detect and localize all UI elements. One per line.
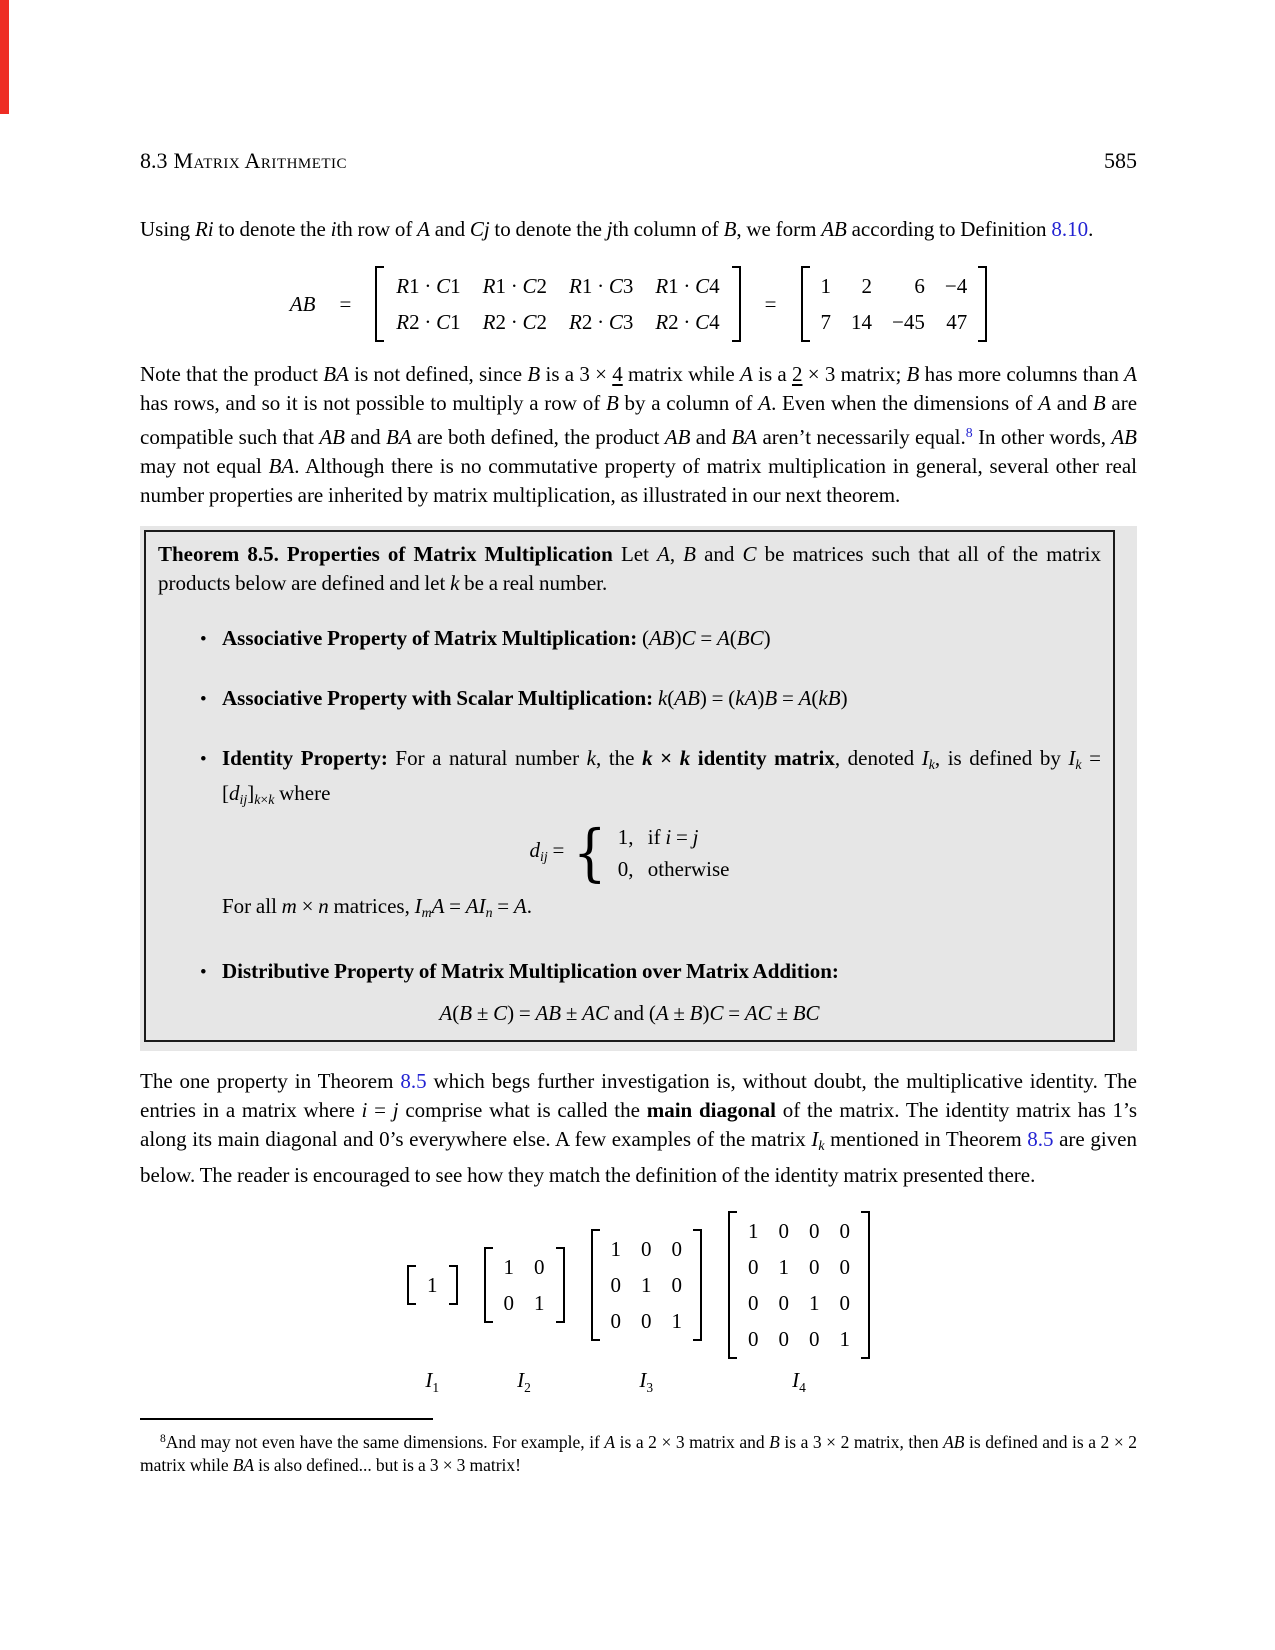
text-segment: B [723, 217, 737, 241]
text-segment: (A ± B)C = AC ± BC [648, 1001, 820, 1026]
text-segment: Distributive Property of Matrix Multiplication over Matrix Addition: [222, 959, 839, 984]
matrix-cell: −4 [944, 274, 968, 298]
text-segment: k × k [642, 745, 691, 770]
text-segment: I [811, 1127, 819, 1152]
product-equation [140, 266, 1137, 342]
text-segment: I [414, 894, 422, 919]
text-segment: of the matrix. The identity matrix has 1’s along its main diagonal and 0’s everywhere else. A few examples of the matrix [140, 1098, 1138, 1152]
matrix-cell: R1 · C2 [482, 274, 547, 298]
text-segment: k [928, 757, 935, 773]
text-segment: AB [943, 1431, 965, 1452]
text-segment: matrices, [328, 894, 415, 919]
identity-matrix-example [407, 1208, 458, 1402]
text-segment: BA [268, 453, 295, 478]
identity-matrix-label: $I_2$ [517, 1367, 531, 1395]
matrix-cell: 0 [778, 1326, 789, 1351]
bullet-icon [200, 957, 222, 987]
matrix-cell: 0 [809, 1218, 820, 1243]
matrix-cell: 0 [610, 1272, 621, 1297]
cases-lhs [530, 836, 565, 871]
text-segment: if [633, 825, 666, 850]
text-segment: m [421, 905, 432, 921]
matrix-cell: 0 [503, 1290, 514, 1315]
matrix-cell: R1 · C3 [568, 274, 634, 298]
identity-examples [140, 1208, 1137, 1402]
text-segment: th row of [336, 217, 418, 241]
footnote-text [140, 1428, 1137, 1477]
matrix-cell: 1 [427, 1272, 438, 1297]
matrix-cell: 0 [671, 1272, 682, 1297]
text-segment: , is defined by [934, 745, 1069, 770]
text-segment: . [1088, 217, 1094, 241]
text-segment: comprise what is called the [398, 1098, 647, 1123]
text-segment: j [392, 1098, 399, 1123]
text-segment: = [367, 1098, 393, 1123]
text-segment: according to Definition [846, 217, 1052, 241]
theorem-bullet-distributive [200, 957, 1101, 987]
text-segment: may not equal [140, 453, 269, 478]
text-segment: j [606, 217, 613, 241]
theorem-box-frame [144, 530, 1115, 1042]
text-segment: A [1038, 391, 1052, 415]
matrix-cell: 1 [748, 1218, 759, 1243]
text-segment: identity matrix [690, 745, 835, 770]
text-segment: main diagonal [646, 1098, 776, 1123]
text-segment: otherwise [633, 857, 730, 882]
matrix-cell: 14 [851, 310, 873, 334]
matrix-cell: 0 [809, 1254, 820, 1279]
text-segment: AB [289, 291, 316, 316]
text-segment: 8 [160, 1432, 166, 1445]
text-segment: n [485, 905, 493, 921]
cases-rows [618, 822, 730, 884]
matrix-cell: 2 [861, 274, 873, 298]
matrix-cell: 1 [671, 1308, 682, 1333]
text-segment: by a column of [618, 391, 759, 415]
text-segment: Theorem 8.5. Properties of Matrix Multiplication [158, 541, 613, 566]
text-segment: AB [821, 217, 847, 241]
text-segment: is a 3 × 2 matrix, then [779, 1431, 944, 1452]
text-segment: are both defined, the product [411, 424, 665, 449]
text-segment: A [604, 1431, 616, 1452]
text-segment: to denote the [489, 217, 607, 241]
symbolic-product-matrix [375, 266, 740, 342]
equals-sign: = [764, 291, 777, 316]
identity-matrix-label: $I_4$ [792, 1367, 806, 1395]
text-segment: Associative Property of Matrix Multiplication: [222, 625, 642, 650]
text-segment: k [586, 745, 596, 770]
text-segment: is a 2 × 3 matrix and [615, 1431, 770, 1452]
text-segment: j [692, 825, 699, 850]
text-segment: B [527, 362, 541, 386]
identity-matrix [728, 1211, 870, 1359]
text-segment: mentioned in Theorem [824, 1127, 1028, 1152]
identity-matrix-label: $I_3$ [639, 1367, 654, 1395]
text-segment: For a natural number [395, 745, 587, 770]
matrix-cell: R2 · C3 [568, 310, 634, 334]
text-segment: , the [596, 745, 643, 770]
text-segment: = [d [222, 745, 1101, 806]
text-segment: = [671, 825, 693, 850]
text-segment: Ri [194, 217, 214, 241]
matrix-cell: 1 [610, 1236, 621, 1261]
text-segment: be a real number. [459, 570, 608, 595]
text-segment: and [1051, 391, 1093, 415]
text-segment: And may not even have the same dimensions. For example, if [165, 1431, 605, 1452]
page-number: 585 [1104, 148, 1137, 173]
section-heading [140, 146, 347, 175]
matrix-cell: 47 [946, 310, 968, 334]
text-segment: Cj [469, 217, 490, 241]
text-segment: n [318, 894, 329, 919]
matrix-cell: 0 [641, 1308, 652, 1333]
matrix-cell: 0 [748, 1254, 759, 1279]
matrix-cell: 0 [610, 1308, 621, 1333]
text-segment: I [921, 745, 929, 770]
matrix-cell: R1 · C1 [396, 274, 461, 298]
identity-paragraph [140, 1067, 1137, 1189]
text-segment: has rows, and so it is not possible to multiply a row of [140, 391, 606, 415]
text-segment: 1, [617, 825, 634, 850]
text-segment: Let [612, 541, 658, 566]
text-segment: . [526, 894, 532, 919]
text-segment: be matrices such that all of the matrix products below are defined and let [158, 541, 1102, 595]
delta-definition-equation [158, 816, 1101, 890]
text-segment: For all [222, 894, 282, 919]
text-segment: d [529, 837, 541, 862]
text-segment: and [696, 541, 743, 566]
text-segment: th column of [612, 217, 724, 241]
identity-matrix-example [484, 1208, 565, 1402]
identity-matrix-label: $I_1$ [425, 1367, 440, 1395]
bullet-icon [200, 624, 222, 654]
theorem-statement [158, 540, 1101, 598]
left-brace-glyph: { [573, 816, 607, 890]
bullet-icon [200, 744, 222, 814]
text-segment: , denoted [834, 745, 922, 770]
footnote-area [140, 1418, 1137, 1477]
text-segment: is also defined... but is a 3 × 3 matrix! [254, 1454, 522, 1475]
text-segment: (AB)C = A(BC) [641, 625, 771, 650]
text-segment: . Even when the dimensions of [771, 391, 1039, 415]
text-segment: where [274, 781, 331, 806]
identity-matrix [484, 1247, 565, 1323]
text-segment: A [758, 391, 772, 415]
matrix-cell: 0 [778, 1290, 789, 1315]
bullet-icon [200, 684, 222, 714]
text-segment: k(AB) = (kA)B = A(kB) [657, 685, 848, 710]
matrix-cell: 0 [671, 1236, 682, 1261]
text-segment: are given below. The reader is encouraged to see how they match the definition of the identity matrix presented there. [140, 1127, 1137, 1187]
text-segment: A [657, 541, 670, 566]
matrix-cell: 6 [914, 274, 925, 298]
red-edge-marker [0, 0, 9, 114]
text-segment: , [669, 541, 684, 566]
footnote-rule [140, 1418, 433, 1420]
reference-link[interactable]: 8.5 [400, 1069, 427, 1094]
text-segment: Note that the product [140, 362, 324, 386]
text-segment: i [361, 1098, 368, 1123]
text-segment: = [547, 837, 565, 862]
text-segment: and [690, 424, 732, 449]
matrix-cell: 0 [839, 1218, 850, 1243]
matrix-cell: 0 [534, 1254, 545, 1279]
text-segment: Associative Property with Scalar Multiplication: [222, 685, 658, 710]
text-segment: and [345, 424, 387, 449]
text-segment: i [665, 825, 672, 850]
text-segment: 4 [612, 362, 623, 386]
text-segment: Using [140, 217, 195, 241]
identity-matrix-example [591, 1208, 703, 1402]
text-segment: is a [752, 362, 792, 386]
text-segment: ij [540, 848, 548, 864]
matrix-cell: −45 [892, 310, 925, 334]
text-segment: and [608, 1001, 649, 1026]
text-segment: 2 [791, 362, 803, 386]
section-title: Matrix Arithmetic [173, 148, 348, 173]
intro-paragraph [140, 215, 1137, 244]
matrix-cell: 1 [820, 274, 832, 298]
text-segment: m [281, 894, 297, 919]
reference-link[interactable]: 8.10 [1051, 217, 1089, 241]
identity-matrix [591, 1229, 703, 1341]
text-segment: which begs further investigation is, without doubt, the multiplicative identity. The entries in a matrix where [140, 1069, 1137, 1123]
text-segment: B [1092, 391, 1106, 415]
page-header [140, 146, 1137, 175]
text-segment: In other words, [972, 424, 1112, 449]
text-segment: BA [731, 424, 758, 449]
text-segment: A [740, 362, 753, 386]
identity-matrix-example [728, 1208, 870, 1402]
equation-lhs [290, 290, 316, 319]
theorem-box [140, 526, 1137, 1051]
text-segment: k [1075, 757, 1082, 773]
text-segment: k [450, 570, 460, 595]
reference-link[interactable]: 8.5 [1027, 1127, 1054, 1152]
note-paragraph [140, 360, 1137, 510]
matrix-cell: 1 [809, 1290, 820, 1315]
text-segment: × 3 matrix; [802, 362, 907, 386]
matrix-cell: R2 · C1 [396, 310, 461, 334]
matrix-cell: 1 [503, 1254, 514, 1279]
matrix-cell: R2 · C4 [655, 310, 720, 334]
text-segment: 0, [617, 857, 634, 882]
text-segment: has more columns than [919, 362, 1125, 386]
text-segment: AB [319, 424, 345, 449]
text-segment: matrix while [622, 362, 741, 386]
text-segment: C [742, 541, 757, 566]
text-segment: BA [323, 362, 349, 386]
text-segment: ij [239, 792, 248, 808]
text-segment: Identity Property: [222, 745, 396, 770]
matrix-cell: 0 [748, 1290, 759, 1315]
text-segment: i [330, 217, 337, 241]
text-segment: BA [232, 1454, 255, 1475]
identity-property-note [222, 892, 1101, 927]
text-segment: is a 3 × [540, 362, 613, 386]
text-segment: AB [1111, 424, 1137, 449]
identity-matrix [407, 1265, 458, 1305]
matrix-cell: 0 [839, 1290, 850, 1315]
text-segment: to denote the [213, 217, 331, 241]
reference-link[interactable]: 8 [965, 425, 973, 440]
matrix-cell: 0 [778, 1218, 789, 1243]
text-segment: B [769, 1431, 780, 1452]
numeric-product-matrix [801, 266, 988, 342]
text-segment: B [683, 541, 696, 566]
text-segment: k×k [254, 792, 275, 808]
case-row [618, 854, 730, 884]
matrix-cell: 1 [839, 1326, 850, 1351]
text-segment: I [1068, 745, 1076, 770]
text-segment: aren’t necessarily equal. [757, 424, 966, 449]
text-segment: ] [247, 781, 255, 806]
matrix-cell: 1 [534, 1290, 545, 1315]
text-segment: is defined and is a 2 × 2 matrix while [140, 1431, 1137, 1475]
text-segment: is not defined, since [348, 362, 528, 386]
distributive-equation [158, 999, 1101, 1028]
text-segment: are compatible such that [140, 391, 1138, 449]
text-segment: The one property in Theorem [140, 1069, 401, 1094]
text-segment: AB [664, 424, 691, 449]
equals-sign: = [339, 291, 352, 316]
case-row [618, 822, 730, 852]
text-segment: A [1124, 362, 1137, 386]
text-segment: A = AI [431, 894, 486, 919]
matrix-cell: R1 · C4 [655, 274, 720, 298]
text-segment: B [605, 391, 619, 415]
theorem-bullet-scalar-associative [200, 684, 1101, 714]
text-segment: . Although there is no commutative property of matrix multiplication in general, several other real number properties are inherited by matrix multiplication, as illustrated in our next theorem. [140, 453, 1137, 507]
text-segment: BA [386, 424, 412, 449]
section-number: 8.3 [140, 148, 168, 173]
theorem-bullet-associative [200, 624, 1101, 654]
matrix-cell: 0 [809, 1326, 820, 1351]
text-segment: × [296, 894, 319, 919]
text-segment: B [906, 362, 920, 386]
matrix-cell: 0 [748, 1326, 759, 1351]
matrix-cell: R2 · C2 [482, 310, 547, 334]
text-segment: = A [492, 894, 527, 919]
theorem-bullet-identity [200, 744, 1101, 814]
matrix-cell: 0 [641, 1236, 652, 1261]
text-segment: and [430, 217, 470, 241]
text-segment: A [417, 217, 430, 241]
text-segment: k [818, 1138, 825, 1154]
text-segment: A(B ± C) = AB ± AC [439, 1001, 609, 1026]
matrix-cell: 7 [820, 310, 832, 334]
matrix-cell: 1 [778, 1254, 789, 1279]
matrix-cell: 1 [641, 1272, 652, 1297]
matrix-cell: 0 [839, 1254, 850, 1279]
text-segment: , we form [736, 217, 822, 241]
